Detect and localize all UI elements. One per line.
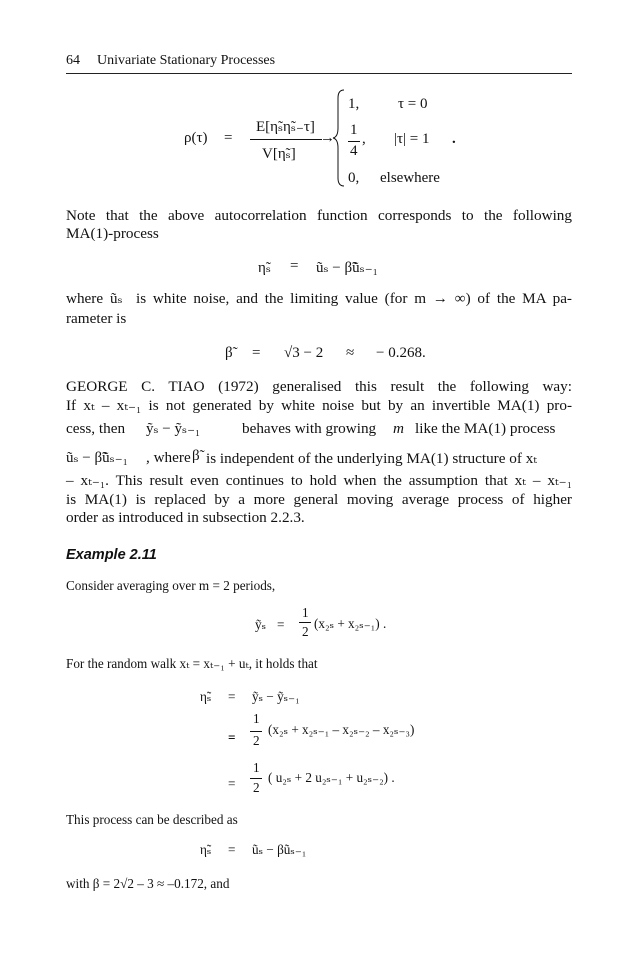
example-heading: Example 2.11: [66, 547, 157, 563]
eq4-equals: =: [277, 617, 285, 632]
para2-line1-a: where: [66, 290, 104, 307]
eq5-rhs1: ỹₛ − ỹₛ₋₁: [252, 689, 300, 704]
eq4-lhs: ỹₛ: [255, 617, 267, 632]
eq1-case1-condition: τ = 0: [398, 96, 428, 112]
eq1-case2-numerator: 1: [350, 122, 358, 138]
para7-line1: with β = 2√2 – 3 ≈ –0.172, and: [66, 876, 230, 891]
eq5-equals1: =: [228, 689, 236, 704]
eq4-rhs: (x₂ₛ + x₂ₛ₋₁) .: [314, 616, 387, 631]
eq1-equals: =: [224, 130, 233, 146]
eq5-fraction-bar3: [250, 778, 262, 779]
eq3-approx: ≈: [346, 345, 355, 361]
eq2-rhs: ũₛ − β̃ũₛ₋₁: [316, 260, 378, 276]
para3-line4-symbol: ũₛ − β̃ũₛ₋₁: [66, 450, 128, 466]
eq3-equals: =: [252, 345, 261, 361]
para3-line3-b: behaves with growing: [242, 420, 377, 437]
eq1-case2-comma: ,: [362, 131, 366, 147]
para6-line1: This process can be described as: [66, 812, 238, 827]
eq4-denominator: 2: [302, 624, 309, 639]
eq3-lhs: β̃: [225, 345, 233, 361]
eq6-rhs: ũₛ − βũₛ₋₁: [252, 842, 307, 857]
eq1-case3-condition: elsewhere: [380, 170, 440, 186]
eq5-denominator3: 2: [253, 780, 260, 795]
eq4-fraction-bar: [299, 622, 311, 623]
eq6-equals: =: [228, 842, 236, 857]
eq3-rhs: √3 − 2: [284, 345, 324, 361]
eq1-case2-condition: |τ| = 1: [394, 131, 430, 147]
para3-line1: [66, 377, 572, 396]
eq5-rhs3: ( u₂ₛ + 2 u₂ₛ₋₁ + u₂ₛ₋₂) .: [268, 770, 395, 785]
para3-line3-symbol: ỹₛ − ỹₛ₋₁: [146, 421, 201, 437]
eq5-equals2: =: [228, 730, 236, 745]
para3-line4-beta: β̃: [192, 448, 200, 464]
eq1-denominator: V[η̃ₛ]: [262, 146, 296, 162]
running-title: Univariate Stationary Processes: [97, 53, 276, 68]
eq6-lhs: η̃ₛ: [200, 842, 212, 857]
para3-line5: – xₜ₋₁. This result even continues to hold when the assumption that xₜ – xₜ₋₁: [66, 472, 572, 489]
para3-line4-b: is independent of the underlying MA(1) structure of xₜ: [206, 450, 538, 467]
eq3-value: − 0.268.: [376, 345, 426, 361]
eq1-left-brace: [332, 88, 346, 188]
eq5-equals3: =: [228, 776, 236, 791]
para5-line1: For the random walk xₜ = xₜ₋₁ + uₜ, it holds that: [66, 656, 318, 671]
eq1-arrow: →: [320, 130, 335, 146]
eq1-case2-denominator: 4: [350, 143, 358, 159]
eq5-denominator2: 2: [253, 733, 260, 748]
para4-line1: Consider averaging over m = 2 periods,: [66, 578, 276, 593]
eq5-fraction-bar2: [250, 731, 262, 732]
para3-line3-m: m: [393, 420, 404, 437]
para1-line2: MA(1)-process: [66, 225, 159, 242]
eq1-numerator: E[η̃ₛη̃ₛ₋τ]: [256, 119, 315, 135]
eq5-numerator3: 1: [253, 760, 260, 775]
eq2-lhs: η̃ₛ: [258, 260, 271, 276]
eq4-numerator: 1: [302, 605, 309, 620]
header-rule: [66, 73, 572, 74]
para1-line1: Note that the above autocorrelation function corresponds to the following: [66, 207, 572, 224]
eq5-lhs: η̃ₛ: [200, 689, 212, 704]
eq1-lhs: ρ(τ): [184, 130, 208, 146]
eq1-period: .: [452, 131, 456, 147]
eq1-fraction-bar: [250, 139, 322, 140]
para3-line6: is MA(1) is replaced by a more general moving average process of higher: [66, 491, 572, 508]
para2-line2: rameter is: [66, 310, 127, 327]
para2-line1-symbol: ũₛ: [110, 291, 123, 307]
page-number: 64: [66, 53, 80, 68]
eq1-case1-value: 1,: [348, 96, 360, 112]
para3-line3-a: cess, then: [66, 420, 126, 437]
eq5-rhs2: (x₂ₛ + x₂ₛ₋₁ – x₂ₛ₋₂ – x₂ₛ₋₃): [268, 722, 415, 737]
eq1-case3-value: 0,: [348, 170, 360, 186]
eq5-numerator2: 1: [253, 711, 260, 726]
para3-line4-a: , where: [146, 449, 191, 466]
tiao-citation: GEORGE C. TIAO (1972) generalised this result the following way:: [66, 378, 572, 395]
eq1-case2-bar: [348, 141, 360, 142]
eq2-equals: =: [290, 258, 299, 274]
para3-line3-c: like the MA(1) process: [415, 420, 556, 437]
para2-line1-b: is white noise, and the limiting value (for m → ∞) of the MA pa-: [136, 290, 572, 307]
para3-line7: order as introduced in subsection 2.2.3.: [66, 509, 305, 526]
para3-line2: If xₜ – xₜ₋₁ is not generated by white noise but by an invertible MA(1) pro-: [66, 397, 572, 414]
